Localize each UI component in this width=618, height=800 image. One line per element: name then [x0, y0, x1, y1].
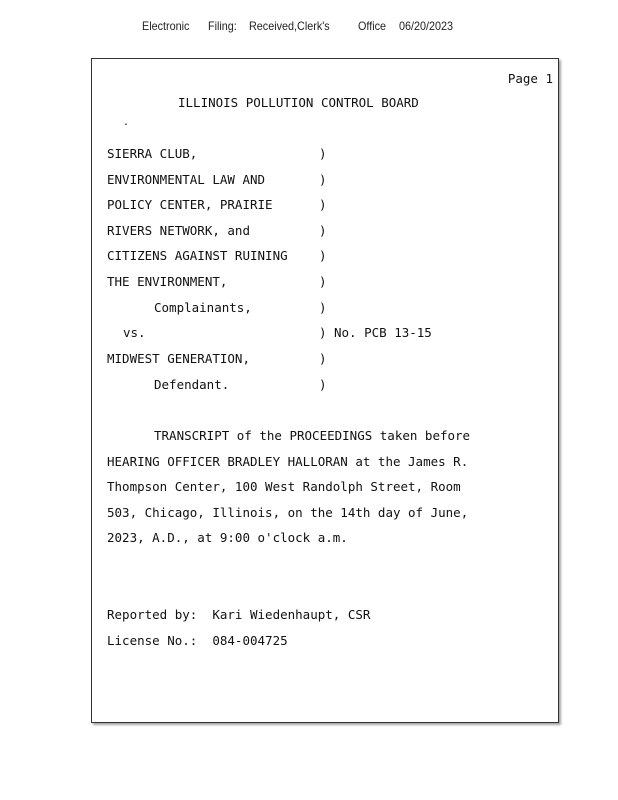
transcript-line: 503, Chicago, Illinois, on the 14th day of June,: [107, 505, 469, 520]
caption-line: THE ENVIRONMENT,: [107, 274, 228, 289]
transcript-line: Thompson Center, 100 West Randolph Street, Room: [107, 479, 461, 494]
reported-by: Reported by: Kari Wiedenhaupt, CSR: [107, 607, 371, 622]
caption-line: ENVIRONMENTAL LAW AND: [107, 172, 266, 187]
caption-paren: ): [319, 274, 327, 289]
complainants-label: Complainants,: [154, 300, 252, 315]
filing-stamp-received: Received,Clerk's: [249, 19, 330, 33]
board-title: ILLINOIS POLLUTION CONTROL BOARD: [178, 95, 419, 110]
caption-paren: ): [319, 325, 327, 340]
caption-paren: ): [319, 172, 327, 187]
caption-line: RIVERS NETWORK, and: [107, 223, 250, 238]
caption-paren: ): [319, 146, 327, 161]
versus-label: vs.: [123, 325, 146, 340]
transcript-line: HEARING OFFICER BRADLEY HALLORAN at the James R.: [107, 454, 469, 469]
caption-paren: ): [319, 223, 327, 238]
caption-paren: ): [319, 377, 327, 392]
caption-paren: ): [319, 248, 327, 263]
stray-mark: .: [123, 117, 130, 128]
case-number: No. PCB 13-15: [334, 325, 432, 340]
transcript-line: TRANSCRIPT of the PROCEEDINGS taken before: [154, 428, 471, 443]
caption-line: CITIZENS AGAINST RUINING: [107, 248, 288, 263]
caption-line: POLICY CENTER, PRAIRIE: [107, 197, 273, 212]
caption-paren: ): [319, 300, 327, 315]
defendant-label: Defendant.: [154, 377, 230, 392]
caption-paren: ): [319, 197, 327, 212]
defendant-name: MIDWEST GENERATION,: [107, 351, 250, 366]
caption-paren: ): [319, 351, 327, 366]
filing-stamp-office: Office: [358, 19, 387, 33]
caption-line: SIERRA CLUB,: [107, 146, 198, 161]
page-number: Page 1: [507, 71, 553, 86]
filing-stamp-date: 06/20/2023: [399, 19, 454, 33]
transcript-line: 2023, A.D., at 9:00 o'clock a.m.: [107, 530, 348, 545]
filing-stamp-filing: Filing:: [208, 19, 237, 33]
filing-stamp-electronic: Electronic: [142, 19, 190, 33]
transcript-page: [91, 58, 559, 723]
license-number: License No.: 084-004725: [107, 633, 288, 648]
filing-stamp-header: [0, 19, 618, 37]
